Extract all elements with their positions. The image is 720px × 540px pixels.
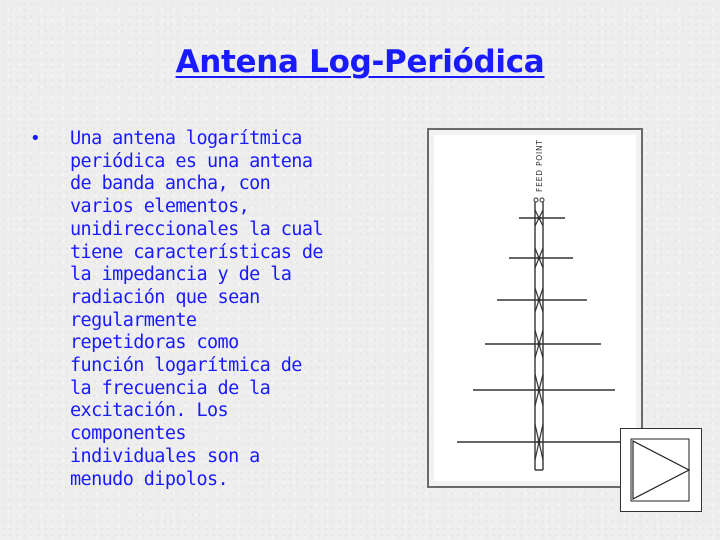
bullet-text: Una antena logarítmica periódica es una antena de banda ancha, con varios elementos, unidireccionales la cual tiene características de la impedancia y de la radiación que sean regularmente repetidoras como función logarítmica de la frecuencia de la excitación. Los componentes individuales son a menudo dipolos.	[70, 128, 323, 490]
feed-point-label: FEED POINT	[535, 139, 544, 192]
play-triangle-icon	[621, 429, 701, 511]
next-slide-button[interactable]	[620, 428, 702, 512]
element-junctions	[537, 216, 541, 444]
antenna-diagram	[427, 128, 643, 488]
feeder-crossings	[535, 210, 543, 460]
play-triangle-shape	[633, 441, 689, 499]
feed-terminal-right	[540, 198, 544, 202]
feed-terminal-left	[534, 198, 538, 202]
antenna-diagram-svg	[429, 130, 641, 486]
bullet-marker: •	[30, 128, 41, 149]
slide-title: Antena Log-Periódica	[175, 44, 545, 80]
